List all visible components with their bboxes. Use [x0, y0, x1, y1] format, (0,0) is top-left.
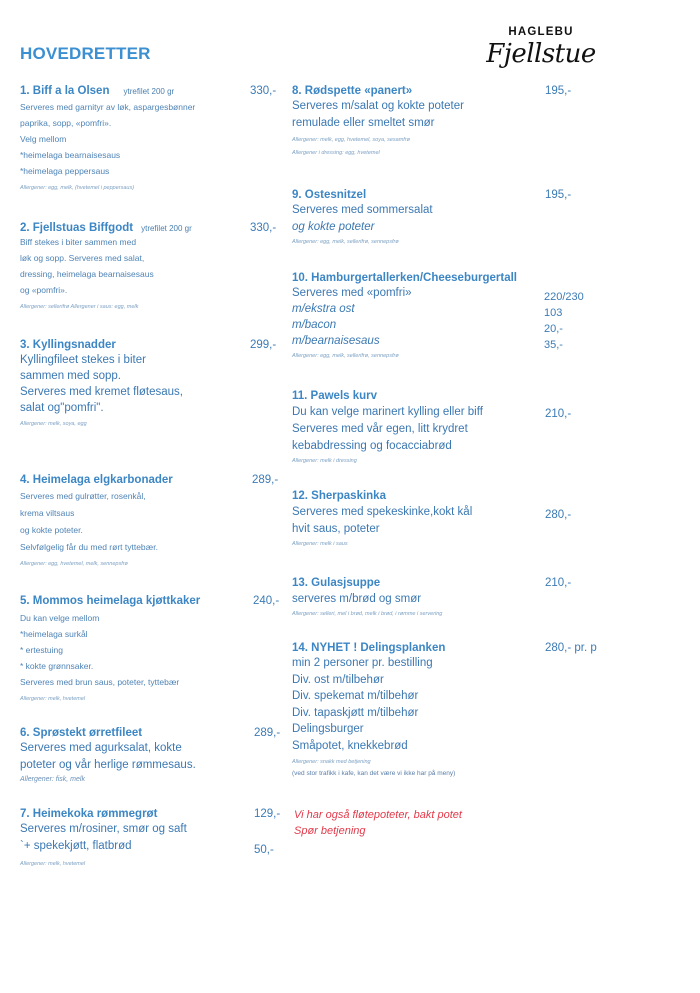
item-price: 289,- [252, 474, 279, 486]
item-price: 280,- pr. p [545, 642, 597, 654]
menu-item [292, 272, 622, 361]
item-line: Serveres med agurksalat, kokte [20, 742, 182, 754]
item-allergen: Allergener: egg, melk, (hvetemel i peppersaus) [20, 185, 135, 191]
item-sub: ytrefilet 200 gr [123, 87, 175, 96]
item-allergen: Allergener: melk i dressing [292, 458, 357, 464]
item-line: *heimelaga peppersaus [20, 166, 110, 176]
item-price: 35,- [544, 339, 563, 351]
item-line: løk og sopp. Serveres med salat, [20, 253, 145, 263]
item-price: 195,- [545, 189, 572, 201]
menu-item [292, 189, 622, 247]
item-line: Serveres med garnityr av løk, aspargesbønner [20, 102, 196, 112]
item-price: 20,- [544, 323, 563, 335]
item-allergen: Allergener: selleri, mel i brød, melk i brød, i rømme i servering [292, 611, 443, 617]
item-line: `+ spekekjøtt, flatbrød [20, 840, 132, 852]
item-name: 4. Heimelaga elgkarbonader [20, 474, 173, 486]
item-line: Serveres med sommersalat [292, 204, 433, 216]
item-price: 129,- [254, 808, 281, 820]
page-title: HOVEDRETTER [20, 44, 151, 63]
item-allergen: Allergener: sellerifrø Allergener i saus: egg, melk [20, 304, 139, 310]
item-price: 280,- [545, 509, 572, 521]
item-name: 5. Mommos heimelaga kjøttkaker [20, 595, 201, 607]
extras-line: Spør betjening [294, 825, 366, 837]
item-line: Du kan velge marinert kylling eller biff [292, 406, 483, 418]
menu-item [20, 595, 285, 704]
item-name: 14. NYHET ! Delingsplanken [292, 642, 446, 654]
item-line: Div. tapaskjøtt m/tilbehør [292, 706, 419, 719]
item-line: Serveres med spekeskinke,kokt kål [292, 506, 473, 518]
item-line: Serveres m/salat og kokte poteter [292, 100, 464, 112]
item-price: 289,- [254, 727, 281, 739]
menu-item [292, 390, 622, 466]
item-name: 10. Hamburgertallerken/Cheeseburgertall [292, 272, 517, 284]
item-price: 103 [544, 307, 563, 319]
menu-item [20, 727, 285, 786]
item-name: 3. Kyllingsnadder [20, 339, 116, 351]
item-line: Serveres med brun saus, poteter, tyttebær [20, 677, 180, 687]
item-line: paprika, sopp, «pomfri». [20, 118, 112, 128]
item-allergen: Allergener: egg, melk, sellerifrø, sennepsfrø [292, 353, 399, 359]
item-name: 1. Biff a la Olsen [20, 85, 110, 97]
item-price: 330,- [250, 85, 277, 97]
item-line: m/bearnaisesaus [292, 335, 380, 347]
item-line: Delingsburger [292, 723, 364, 735]
item-line: Div. spekemat m/tilbehør [292, 690, 419, 702]
brand-logo [476, 26, 606, 68]
item-line: Biff stekes i biter sammen med [20, 237, 137, 247]
item-price: 210,- [545, 577, 572, 589]
item-name: 9. Ostesnitzel [292, 189, 367, 201]
item-name: 8. Rødspette «panert» [292, 85, 413, 97]
menu-item [292, 490, 622, 549]
brand-top: HAGLEBU [508, 26, 574, 38]
item-allergen: Allergener: melk, egg, hvetemel, soya, sesamfrø [292, 137, 410, 143]
item-line: Du kan velge mellom [20, 613, 100, 623]
item-note: (ved stor trafikk i kafe, kan det være vi ikke har på meny) [292, 770, 456, 777]
item-line: min 2 personer pr. bestilling [292, 657, 433, 669]
item-line: kebabdressing og focacciabrød [292, 440, 452, 452]
item-line: poteter og vår herlige rømmesaus. [20, 759, 196, 771]
item-line: * kokte grønnsaker. [20, 661, 94, 671]
brand-script: Fjellstue [486, 39, 596, 69]
extras-line: Vi har også fløtepoteter, bakt potet [294, 809, 462, 821]
menu-item [20, 85, 282, 193]
menu-item [20, 808, 285, 869]
item-line: Serveres med kremet fløtesaus, [20, 386, 183, 398]
item-line: krema viltsaus [20, 508, 75, 518]
item-price: 220/230 [544, 291, 584, 303]
menu-item [20, 339, 282, 429]
item-allergen: Allergener: egg, hvetemel, melk, sennepsfrø [20, 561, 128, 567]
item-name: 11. Pawels kurv [292, 390, 378, 402]
item-price: 210,- [545, 408, 572, 420]
item-line: *heimelaga surkål [20, 629, 88, 639]
item-allergen: Allergener: fisk, melk [20, 776, 85, 783]
menu-item [292, 642, 622, 780]
item-line: serveres m/brød og smør [292, 593, 422, 605]
item-allergen: Allergener: melk, hvetemel [20, 696, 86, 702]
item-name: 6. Sprøstekt ørretfileet [20, 727, 143, 739]
item-line: Småpotet, knekkebrød [292, 739, 408, 752]
item-line: salat og"pomfri". [20, 402, 104, 414]
item-line: m/ekstra ost [292, 303, 355, 315]
menu-item [292, 85, 622, 158]
item-line: hvit saus, poteter [292, 523, 380, 535]
item-line: Selvfølgelig får du med rørt tyttebær. [20, 542, 158, 552]
item-line: *heimelaga bearnaisesaus [20, 150, 121, 160]
item-line: Serveres med «pomfri» [292, 287, 412, 299]
item-name: 12. Sherpaskinka [292, 490, 386, 502]
item-allergen: Allergener: snakk med betjening [292, 759, 371, 765]
extras-note [294, 807, 624, 839]
item-price: 330,- [250, 222, 277, 234]
menu-item [292, 577, 622, 619]
item-line: Div. ost m/tilbehør [292, 673, 384, 686]
item-sub: ytrefilet 200 gr [141, 224, 192, 233]
item-allergen: Allergener i dressing: egg, hvetemel [292, 150, 380, 156]
item-line: Velg mellom [20, 134, 67, 144]
item-price: 195,- [545, 85, 572, 97]
item-price: 299,- [250, 339, 277, 351]
item-line: dressing, heimelaga bearnaisesaus [20, 269, 154, 279]
item-line: sammen med sopp. [20, 370, 121, 382]
item-allergen: Allergener: melk, hvetemel [20, 861, 86, 867]
item-line: og kokte poteter [292, 221, 375, 233]
item-allergen: Allergener: melk, soya, egg [20, 421, 87, 427]
item-allergen: Allergener: melk i saus [292, 541, 348, 547]
item-line: og kokte poteter. [20, 525, 83, 535]
item-line: Kyllingfileet stekes i biter [20, 354, 146, 366]
item-line: Serveres m/rosiner, smør og saft [20, 823, 187, 835]
item-name: 7. Heimekoka rømmegrøt [20, 808, 158, 820]
item-name: 13. Gulasjsuppe [292, 577, 381, 589]
item-line: Serveres med gulrøtter, rosenkål, [20, 491, 146, 501]
item-allergen: Allergener: egg, melk, sellerifrø, sennepsfrø [292, 239, 399, 245]
item-price-extra: 50,- [254, 844, 274, 856]
item-price: 240,- [253, 595, 280, 607]
menu-item [20, 222, 282, 312]
item-line: m/bacon [292, 319, 337, 331]
menu-item [20, 474, 282, 569]
item-line: * ertestuing [20, 645, 63, 655]
item-line: og «pomfri». [20, 285, 68, 295]
item-line: remulade eller smeltet smør [292, 117, 435, 129]
item-line: Serveres med vår egen, litt krydret [292, 423, 468, 435]
item-name: 2. Fjellstuas Biffgodt [20, 222, 134, 234]
